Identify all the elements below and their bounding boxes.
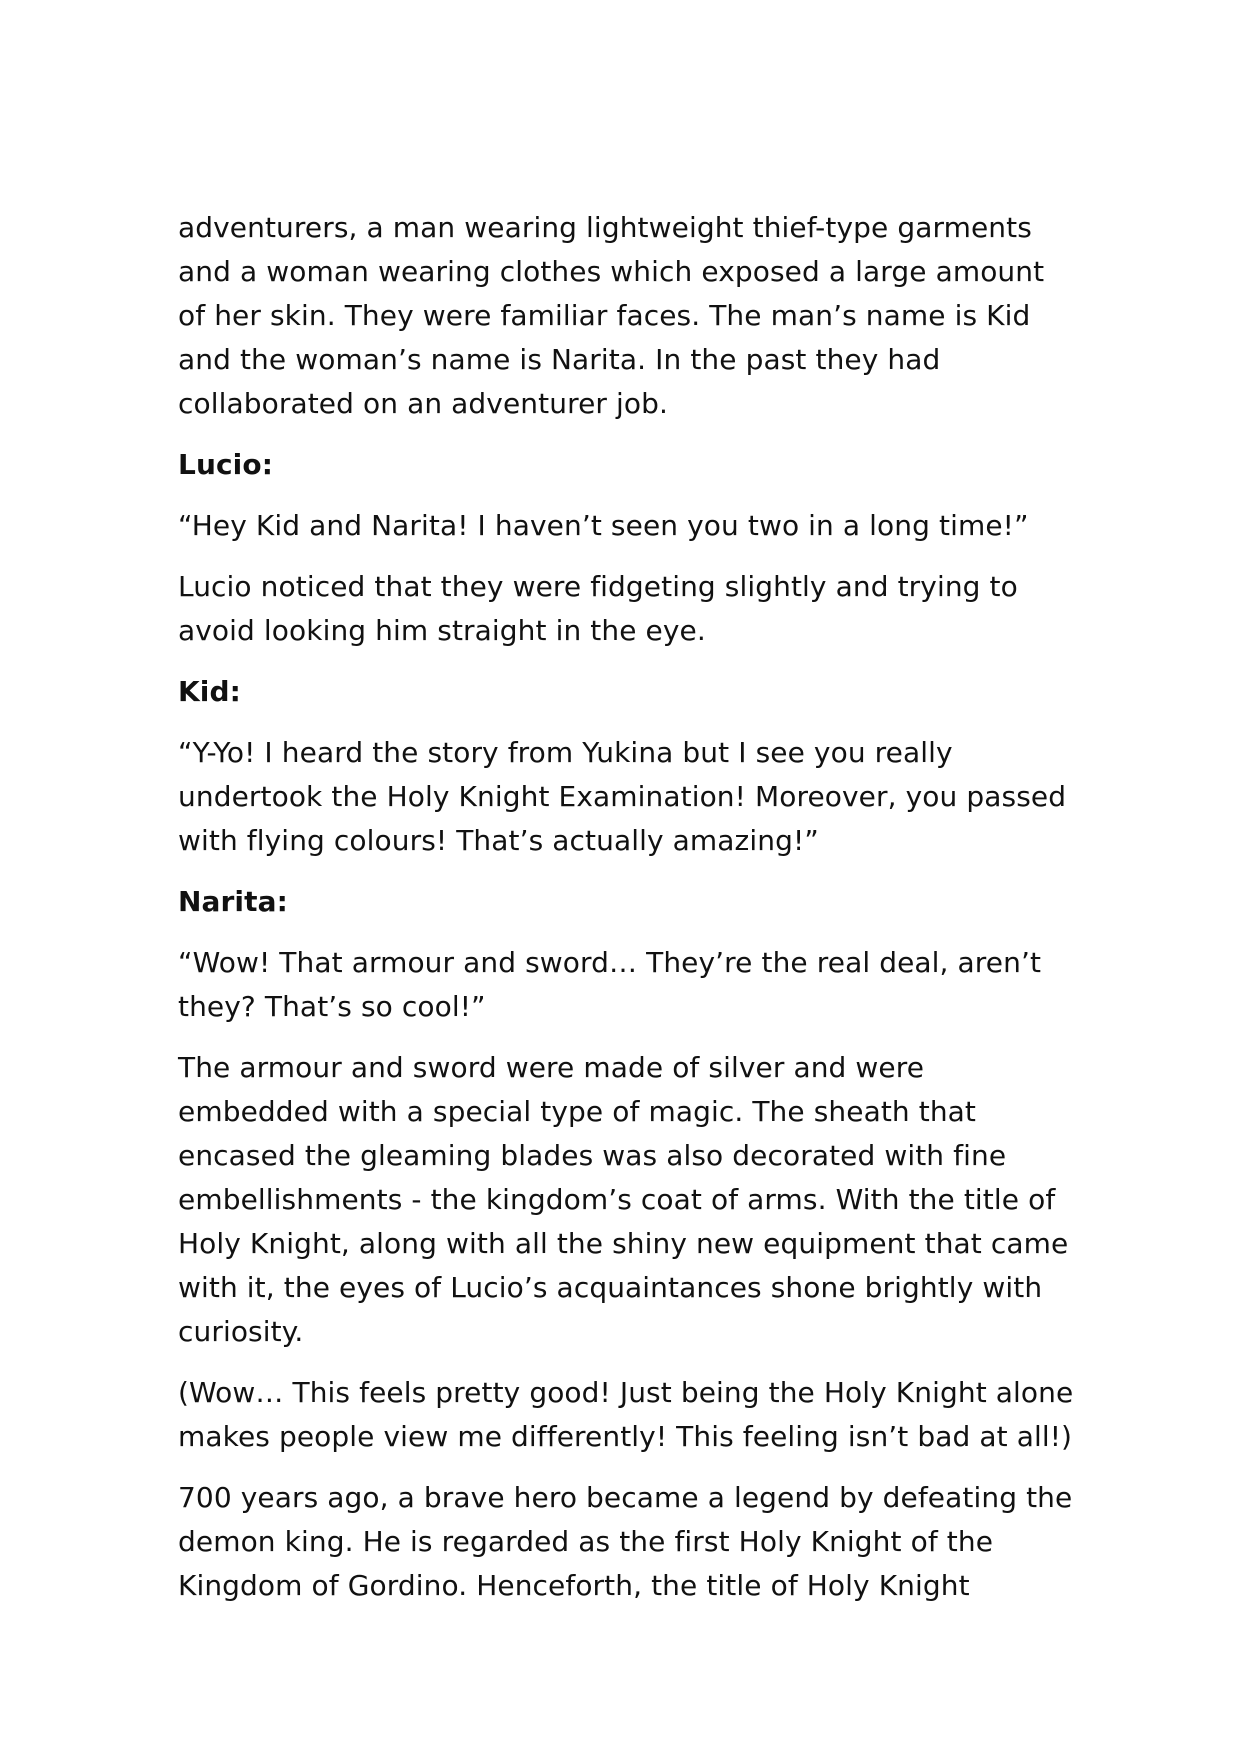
dialogue-narita: “Wow! That armour and sword… They’re the real deal, aren’t they? That’s so cool!” [178,946,1042,1023]
document-body [178,206,1078,1625]
paragraph-narration-1: adventurers, a man wearing lightweight thief-type garments and a woman wearing clothes which exposed a large amount of her skin. They were familiar faces. The man’s name is Kid and the woman’s name is Narita. In the past they had collaborated on an adventurer job. [178,211,1045,420]
paragraph-narration-4: 700 years ago, a brave hero became a legend by defeating the demon king. He is regarded as the first Holy Knight of the Kingdom of Gordino. Henceforth, the title of Holy Knight [178,1481,1073,1602]
speaker-name-lucio: Lucio: [178,448,274,481]
paragraph-narration-2: Lucio noticed that they were fidgeting slightly and trying to avoid looking him straight in the eye. [178,570,1018,647]
speaker-name-narita: Narita: [178,885,288,918]
dialogue-lucio: “Hey Kid and Narita! I haven’t seen you two in a long time!” [178,509,1029,542]
speaker-name-kid: Kid: [178,675,241,708]
dialogue-kid: “Y-Yo! I heard the story from Yukina but I see you really undertook the Holy Knight Examination! Moreover, you passed with flying colours! That’s actually amazing!” [178,736,1067,857]
paragraph-narration-3: The armour and sword were made of silver and were embedded with a special type of magic. The sheath that encased the gleaming blades was also decorated with fine embellishments - the kingdom’s coat of arms. With the title of Holy Knight, along with all the shiny new equipment that came with it, the eyes of Lucio’s acquaintances shone brightly with curiosity. [178,1051,1069,1348]
paragraph-thought: (Wow… This feels pretty good! Just being the Holy Knight alone makes people view me differently! This feeling isn’t bad at all!) [178,1376,1074,1453]
